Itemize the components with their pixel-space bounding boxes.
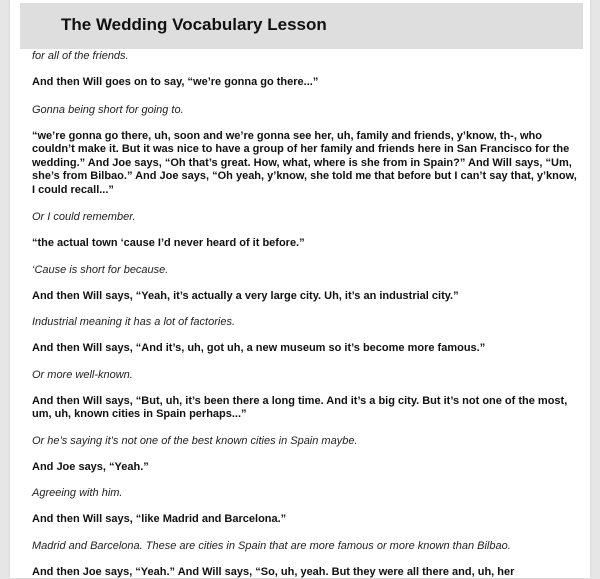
- dialogue-paragraph: “we’re gonna go there, uh, soon and we’re gonna see her, uh, family and friends, y’know, th-, who couldn’t make it. But it was nice to have a group of her family and friends here in San Francisco for the wedding.” And Joe says, “Oh that’s great. How, what, where is she from in Spain?” And Will says, “Um, she’s from Bilbao.” And Joe says, “Oh yeah, y’know, she told me that before but I can’t say that, y’know, I could recall...”: [32, 130, 577, 196]
- dialogue-paragraph: And then Joe says, “Yeah.” And Will says, “So, uh, yeah. But they were all there and, uh, her: [32, 566, 515, 578]
- note-paragraph: Industrial meaning it has a lot of factories.: [32, 316, 235, 328]
- lesson-header: [20, 3, 583, 49]
- dialogue-paragraph: And then Will says, “like Madrid and Barcelona.”: [32, 513, 287, 525]
- note-paragraph: Agreeing with him.: [32, 487, 123, 499]
- dialogue-paragraph: And then Will says, “And it’s, uh, got uh, a new museum so it’s become more famous.”: [32, 342, 486, 354]
- note-paragraph: Or I could remember.: [32, 211, 136, 223]
- note-paragraph: Or he’s saying it’s not one of the best known cities in Spain maybe.: [32, 435, 358, 447]
- dialogue-paragraph: “the actual town ‘cause I’d never heard of it before.”: [32, 237, 305, 249]
- note-paragraph: ‘Cause is short for because.: [32, 264, 169, 276]
- dialogue-paragraph: And then Will says, “But, uh, it’s been there a long time. And it’s a big city. But it’s not one of the most, um, uh, known cities in Spain perhaps...”: [32, 395, 568, 421]
- dialogue-paragraph: And then Will goes on to say, “we’re gonna go there...”: [32, 76, 319, 88]
- note-paragraph: Madrid and Barcelona. These are cities in Spain that are more famous or more known than Bilbao.: [32, 540, 511, 552]
- note-paragraph: Or more well-known.: [32, 369, 133, 381]
- lesson-title: The Wedding Vocabulary Lesson: [61, 15, 327, 34]
- note-paragraph: Gonna being short for going to.: [32, 104, 184, 116]
- dialogue-paragraph: And then Will says, “Yeah, it’s actually a very large city. Uh, it’s an industrial city.”: [32, 290, 459, 302]
- document-page: [10, 0, 590, 578]
- note-paragraph: for all of the friends.: [32, 50, 129, 62]
- dialogue-paragraph: And Joe says, “Yeah.”: [32, 461, 149, 473]
